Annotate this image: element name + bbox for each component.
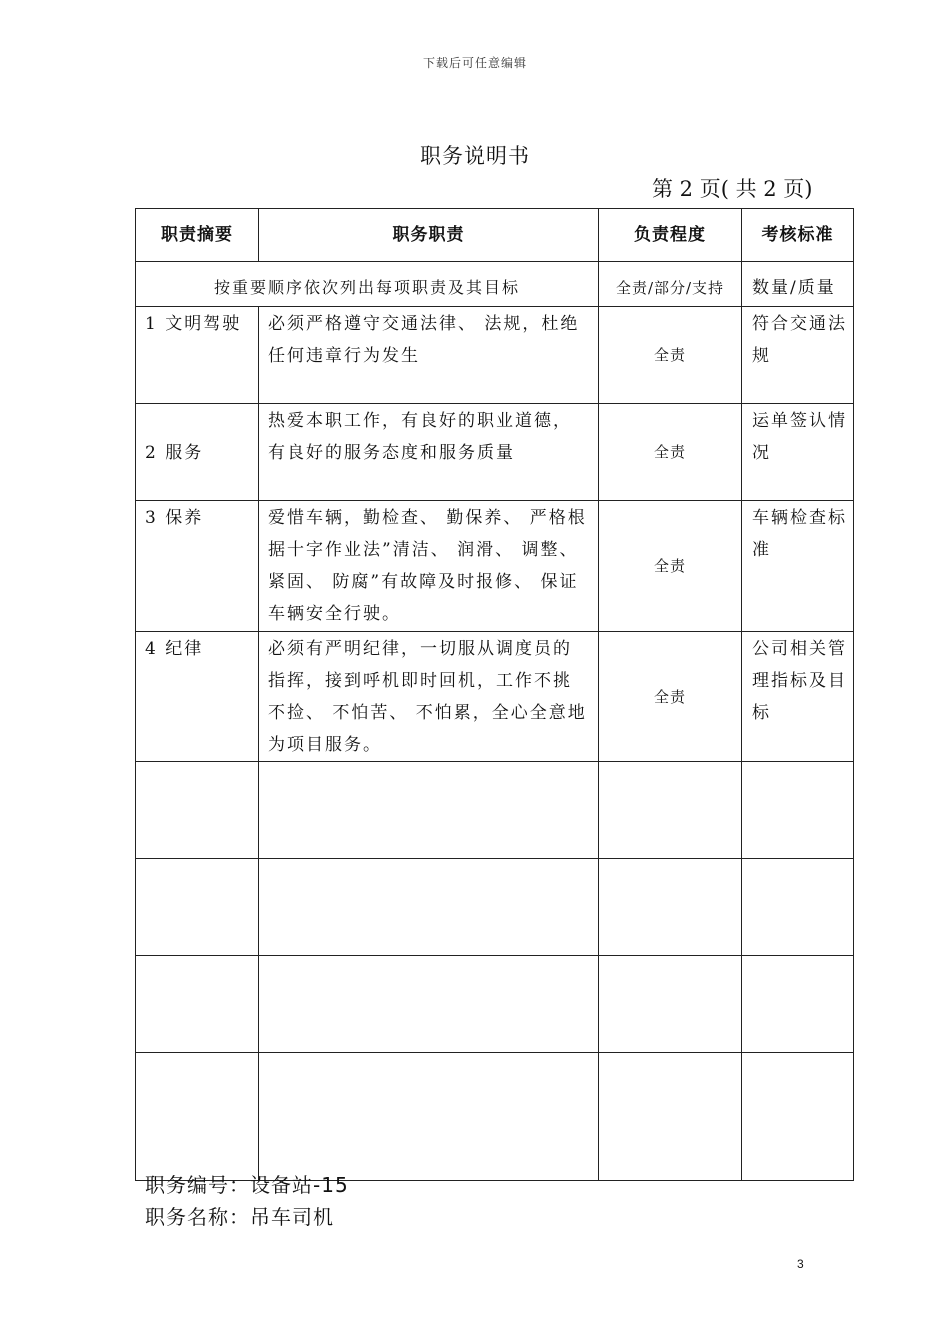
empty-cell [136, 762, 259, 859]
row-standard: 运单签认情况 [742, 404, 854, 501]
row-summary: 2 服务 [136, 404, 259, 501]
header-level: 负责程度 [599, 209, 742, 262]
row-level: 全责 [599, 307, 742, 404]
page-indicator: 第 2 页( 共 2 页) [652, 177, 813, 201]
subheader-responsibility: 全责/部分/支持 [599, 262, 742, 307]
empty-cell [136, 859, 259, 956]
empty-row [136, 762, 854, 859]
empty-cell [599, 956, 742, 1053]
row-summary: 1 文明驾驶 [136, 307, 259, 404]
empty-row [136, 859, 854, 956]
header-duty: 职务职责 [259, 209, 599, 262]
empty-cell [599, 1053, 742, 1181]
empty-cell [259, 762, 599, 859]
empty-cell [742, 859, 854, 956]
empty-row [136, 956, 854, 1053]
row-level: 全责 [599, 501, 742, 632]
row-summary: 4 纪律 [136, 632, 259, 762]
empty-cell [259, 956, 599, 1053]
document-title: 职务说明书 [420, 144, 530, 168]
row-level: 全责 [599, 632, 742, 762]
duties-table [135, 208, 854, 1181]
empty-cell [742, 762, 854, 859]
row-duty: 必须严格遵守交通法律、 法规，杜绝任何违章行为发生 [259, 307, 599, 404]
page-number: 3 [797, 1257, 804, 1271]
table-row [136, 501, 854, 632]
job-name: 职务名称：吊车司机 [145, 1205, 334, 1229]
empty-cell [599, 762, 742, 859]
table-subheader-row [136, 262, 854, 307]
row-duty: 热爱本职工作，有良好的职业道德，有良好的服务态度和服务质量 [259, 404, 599, 501]
table-row [136, 307, 854, 404]
row-standard: 车辆检查标准 [742, 501, 854, 632]
empty-cell [259, 1053, 599, 1181]
empty-cell [742, 956, 854, 1053]
row-duty: 必须有严明纪律，一切服从调度员的指挥，接到呼机即时回机，工作不挑不捡、 不怕苦、 不怕累，全心全意地为项目服务。 [259, 632, 599, 762]
header-standard: 考核标准 [742, 209, 854, 262]
header-summary: 职责摘要 [136, 209, 259, 262]
row-summary: 3 保养 [136, 501, 259, 632]
row-duty: 爱惜车辆，勤检查、 勤保养、 严格根据十字作业法”清洁、 润滑、 调整、 紧固、 防腐”有故障及时报修、 保证车辆安全行驶。 [259, 501, 599, 632]
job-code: 职务编号：设备站-15 [145, 1173, 349, 1197]
empty-cell [259, 859, 599, 956]
empty-cell [136, 1053, 259, 1181]
empty-cell [136, 956, 259, 1053]
table-row [136, 404, 854, 501]
empty-cell [742, 1053, 854, 1181]
table-header-row [136, 209, 854, 262]
header-note: 下载后可任意编辑 [422, 56, 527, 70]
empty-cell [599, 859, 742, 956]
subheader-description: 按重要顺序依次列出每项职责及其目标 [136, 262, 599, 307]
row-level: 全责 [599, 404, 742, 501]
row-standard: 公司相关管理指标及目标 [742, 632, 854, 762]
table-row [136, 632, 854, 762]
empty-row [136, 1053, 854, 1181]
subheader-standard: 数量/质量 [742, 262, 854, 307]
row-standard: 符合交通法规 [742, 307, 854, 404]
